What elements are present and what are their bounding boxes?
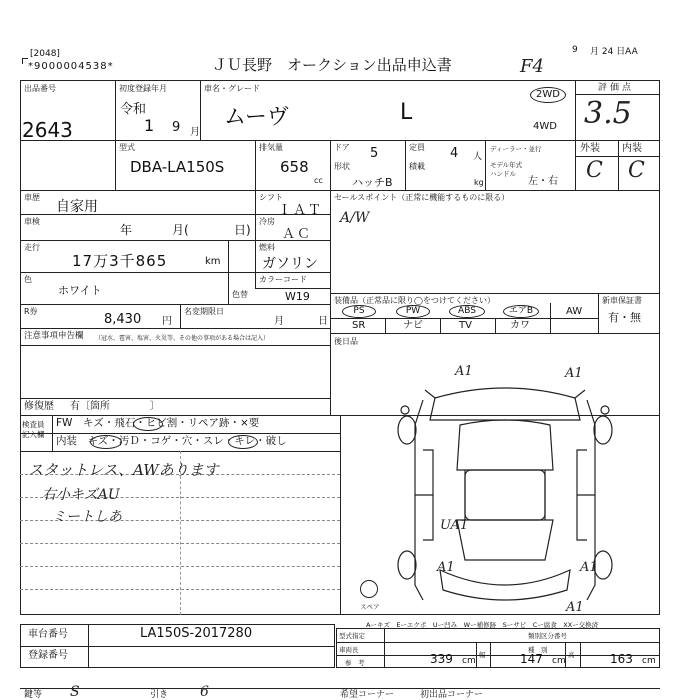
mileage-value: 17万3千865 (72, 252, 168, 270)
length-label: 車両長 (339, 646, 359, 654)
registration-label: 初度登録年月 (119, 84, 167, 93)
chassis-label: 車台番号 (28, 629, 68, 640)
interior-label: 内装 (622, 143, 642, 154)
width-value: 147 (520, 652, 543, 666)
handwritten-note-1: スタットレス、AWあります (28, 461, 219, 479)
shift-label: シフト (259, 193, 283, 202)
displacement-unit: cc (314, 176, 323, 185)
damage-legend: Aーキズ Eーエクボ Uー凹み Wー補修跡 Sーサビ Cー腐食 XXー交換済 (366, 621, 599, 629)
equip-sr: SR (352, 320, 366, 331)
lot-label: 出品番号 (24, 84, 56, 93)
dealer-label: ディーラー・並行 (490, 145, 542, 153)
footer-hand-1: S (70, 684, 80, 700)
registry-label: 登録番号 (28, 650, 68, 661)
footer-first-corner: 初出品コーナー (420, 690, 484, 700)
model-label: 型式 (119, 143, 135, 152)
equip-aw: AW (566, 306, 583, 317)
lot-number: 2643 (22, 118, 73, 142)
registration-month: 9 (172, 120, 181, 135)
shape-label: 形状 (334, 162, 350, 171)
color-value: ホワイト (58, 284, 102, 297)
name-change-day: 日 (318, 316, 328, 327)
loading-label: 積載 (409, 162, 425, 171)
equip-navi: ナビ (403, 320, 423, 331)
designation-label: 型式指定 (339, 632, 365, 640)
mileage-unit: km (205, 256, 221, 267)
usage-value: 自家用 (56, 199, 98, 215)
car-damage-diagram (395, 370, 615, 620)
vehicle-name: ムーヴ (224, 105, 289, 130)
form-code: [2048] (30, 49, 60, 59)
drive-4wd: 4WD (533, 121, 557, 132)
repair-value: 有〔箇所 (70, 401, 110, 412)
scuff-circle (228, 435, 258, 449)
damage-mark-3: UA1 (440, 518, 469, 533)
spare-tire-icon (360, 580, 378, 598)
sales-point-value: A/W (340, 210, 370, 226)
recycle-value: 8,430 (104, 312, 142, 327)
equip-pw: PW (396, 305, 430, 318)
name-change-label: 名変期限日 (184, 307, 224, 316)
handle-label: ハンドル (490, 170, 516, 178)
mileage-label: 走行 (24, 243, 40, 252)
chassis-value: LA150S-2017280 (140, 626, 253, 641)
color-change-label: 色替 (232, 290, 248, 299)
usage-label: 車歴 (24, 193, 40, 202)
height-value: 163 (610, 652, 633, 666)
capacity-value: 4 (450, 146, 459, 161)
doors-label: ドア (334, 143, 350, 152)
recycle-label: R券 (24, 307, 38, 316)
recycle-unit: 円 (162, 316, 172, 327)
shift-value: ＩＡＴ (278, 203, 324, 218)
type-label: 種 別 (528, 646, 548, 654)
footer-key-label: 鍵等 (24, 690, 43, 700)
classification-label: 類別区分番号 (528, 632, 567, 640)
cooler-label: 冷房 (259, 217, 275, 226)
sales-point-label: セールスポイント（正常に機能するものに限る） (334, 193, 510, 202)
footer-corner-label: 希望コーナー (340, 690, 395, 700)
new-car-warranty-options: 有・無 (608, 311, 641, 324)
cooler-value: ＡＣ (282, 227, 313, 242)
handwritten-note-2: 右小キズAU (42, 487, 120, 503)
inspector-label: 検査員 (22, 420, 45, 429)
registration-era: 令和 (120, 102, 147, 117)
fuel-value: ガソリン (262, 256, 318, 272)
inspection-label: 車検 (24, 217, 40, 226)
damage-mark-1: A1 (455, 364, 473, 379)
width-unit: cm (552, 656, 566, 666)
fuel-label: 燃料 (259, 243, 275, 252)
vehicle-name-label: 車名・グレード (204, 84, 260, 93)
model-year-label: モデル年式 (490, 161, 523, 169)
notes-sub: （冠水、雹害、塩害、火災等、その他の事項がある場合は記入） (95, 335, 270, 342)
name-change-month: 月 (274, 316, 284, 327)
shape-value: ハッチB (352, 176, 393, 189)
handle-options: 左・右 (528, 176, 558, 187)
doors-value: 5 (370, 146, 379, 161)
damage-mark-2: A1 (565, 366, 583, 381)
model-value: DBA-LA150S (130, 158, 225, 176)
color-code-label: カラーコード (259, 275, 307, 284)
damage-mark-5: A1 (580, 560, 598, 575)
inspection-day: 日) (234, 223, 251, 237)
displacement-label: 排気量 (259, 143, 283, 152)
notes-label: 注意事項申告欄 (24, 331, 84, 341)
damage-mark-4: A1 (437, 560, 455, 575)
form-title: ＪＵ長野 オークション出品申込書 (212, 56, 452, 74)
equip-airbag: エアB (503, 305, 539, 318)
registration-month-unit: 月 (190, 127, 200, 138)
handwritten-mark: F4 (520, 56, 544, 77)
barcode-number: *9000004538* (28, 61, 114, 72)
exterior-value: C (586, 158, 603, 183)
score-value: 3.5 (584, 96, 632, 131)
spare-label: スペア (360, 603, 380, 611)
inspector-row-1: FW キズ・飛石・ヒビ割・リペア跡・×要 (56, 417, 260, 429)
color-label: 色 (24, 275, 32, 284)
footer-pull-label: 引き (150, 690, 169, 700)
equip-leather: カワ (510, 320, 530, 331)
length-unit: cm (462, 656, 476, 666)
stone-circle (133, 417, 163, 431)
equipment-label: 装備品（正常品に限り◯をつけてください） (334, 296, 495, 305)
handwritten-note-3: ミートしあ (52, 509, 122, 525)
reference-label: 参 考 (345, 659, 365, 667)
damage-mark-6: A1 (566, 600, 584, 615)
equip-ps: PS (342, 305, 376, 318)
width-label: 幅 (479, 651, 486, 659)
exterior-label: 外装 (580, 143, 600, 154)
height-label: 高 (568, 651, 575, 659)
inspector-row-2: 内装 キズ・汚Ｄ・コゲ・穴・スレ・キレ・破し (56, 435, 287, 447)
inspection-year: 年 (120, 223, 133, 237)
equip-tv: TV (459, 320, 472, 331)
later-items-label: 後日品 (334, 337, 358, 346)
inspection-month: 月( (172, 223, 189, 237)
inspector-label-2: 記入欄 (22, 430, 45, 439)
date-fragment: 月 24 日AA (590, 47, 638, 57)
height-unit: cm (642, 656, 656, 666)
repair-label: 修復歴 (24, 401, 54, 412)
loading-unit: kg (474, 178, 484, 187)
date-month: 9 (572, 45, 578, 55)
repair-close: 〕 (150, 401, 160, 412)
capacity-unit: 人 (473, 152, 483, 162)
length-value: 339 (430, 652, 453, 666)
drive-2wd: 2WD (530, 87, 566, 103)
vehicle-grade: L (400, 100, 413, 125)
new-car-warranty-label: 新車保証書 (602, 296, 642, 305)
footer-hand-2: 6 (200, 684, 209, 700)
scratch-circle (90, 435, 122, 449)
registration-year: 1 (144, 116, 155, 135)
interior-value: C (628, 158, 645, 183)
equip-abs: ABS (449, 305, 485, 318)
displacement-value: 658 (280, 158, 309, 176)
color-code: W19 (285, 290, 310, 303)
capacity-label: 定員 (409, 143, 425, 152)
score-label: 評価点 (598, 83, 635, 93)
